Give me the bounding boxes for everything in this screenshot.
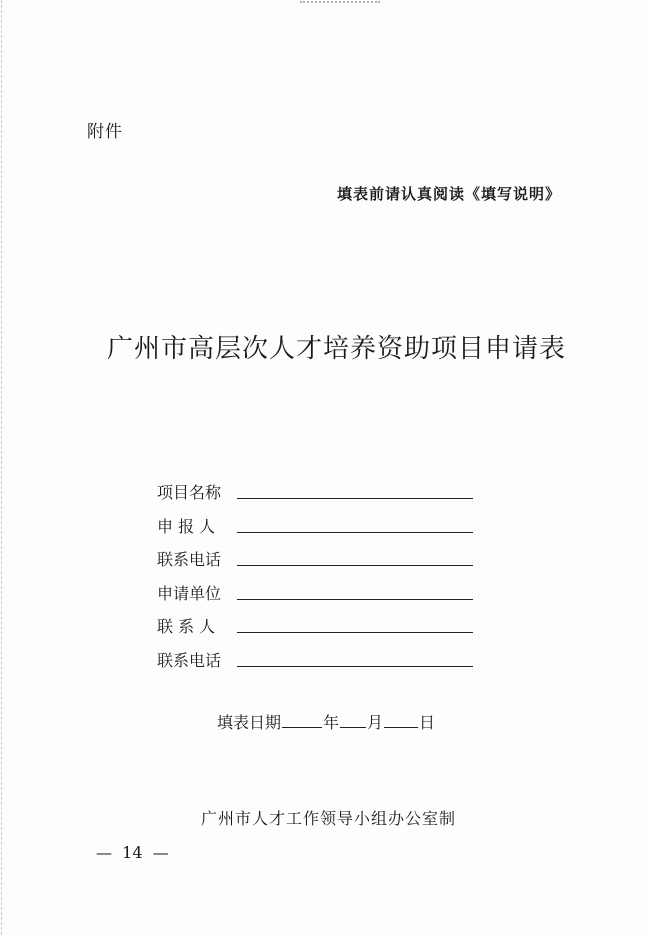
day-blank[interactable] — [384, 726, 418, 728]
scan-edge-top — [300, 1, 380, 4]
date-label: 填表日期 — [217, 713, 282, 732]
scan-edge-left — [1, 0, 3, 935]
unit-input-line[interactable] — [237, 599, 473, 600]
field-label: 项目名称 — [157, 483, 222, 502]
form-title: 广州市高层次人才培养资助项目申请表 — [107, 334, 567, 364]
field-label: 申请单位 — [157, 583, 222, 603]
page-number: — 14 — — [96, 843, 169, 862]
field-label: 联系电话 — [157, 550, 222, 570]
day-unit: 日 — [419, 713, 436, 732]
field-label: 联系电话 — [157, 650, 222, 670]
issuer-footer: 广州市人才工作领导小组办公室制 — [201, 809, 457, 828]
month-unit: 月 — [367, 713, 384, 732]
project-name-input-line[interactable] — [237, 498, 473, 499]
fill-date-row — [217, 710, 435, 733]
month-blank[interactable] — [340, 726, 366, 728]
year-blank[interactable] — [282, 726, 322, 728]
applicant-phone-input-line[interactable] — [237, 565, 473, 566]
attachment-label: 附件 — [87, 122, 123, 142]
contact-phone-input-line[interactable] — [237, 666, 473, 667]
applicant-input-line[interactable] — [237, 532, 473, 533]
field-label: 联 系 人 — [157, 617, 216, 637]
contact-input-line[interactable] — [237, 632, 473, 633]
year-unit: 年 — [323, 713, 340, 732]
reading-notice: 填表前请认真阅读《填写说明》 — [337, 185, 562, 203]
field-label: 申 报 人 — [157, 516, 216, 536]
